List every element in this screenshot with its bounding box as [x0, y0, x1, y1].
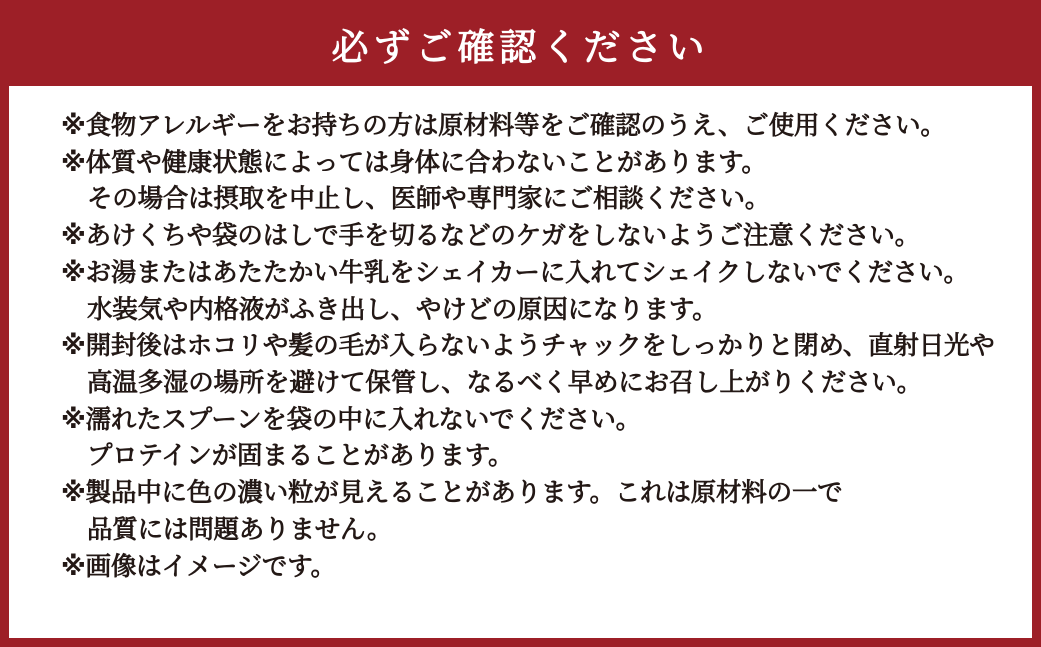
list-item-continuation: 品質には問題ありません。 — [87, 514, 393, 545]
list-item-continuation: その場合は摂取を中止し、医師や専門家にご相談ください。 — [87, 184, 771, 215]
list-item-continuation: 高温多湿の場所を避けて保管し、なるべく早めにお召し上がりください。 — [87, 368, 922, 399]
list-item: ※食物アレルギーをお持ちの方は原材料等をご確認のうえ、ご使用ください。 — [61, 111, 946, 141]
list-item: ※体質や健康状態によっては身体に合わないことがあります。 — [61, 147, 767, 178]
list-item: ※濡れたスプーンを袋の中に入れないでください。 — [61, 404, 641, 435]
notice-list — [9, 86, 1032, 595]
list-item-continuation: プロテインが固まることがあります。 — [87, 441, 514, 472]
list-item: ※お湯またはあたたかい牛乳をシェイカーに入れてシェイクしないでください。 — [61, 257, 969, 288]
page-title: 必ずご確認ください — [331, 26, 710, 69]
list-item: ※あけくちや袋のはしで手を切るなどのケガをしないようご注意ください。 — [61, 221, 920, 252]
list-item: ※製品中に色の濃い粒が見えることがあります。これは原材料の一で — [61, 478, 843, 509]
list-item: ※開封後はホコリや髪の毛が入らないようチャックをしっかりと閉め、直射日光や — [61, 331, 995, 362]
list-item-continuation: 水装気や内格液がふき出し、やけどの原因になります。 — [87, 294, 718, 325]
list-item: ※画像はイメージです。 — [61, 551, 336, 582]
notice-header — [9, 9, 1032, 86]
